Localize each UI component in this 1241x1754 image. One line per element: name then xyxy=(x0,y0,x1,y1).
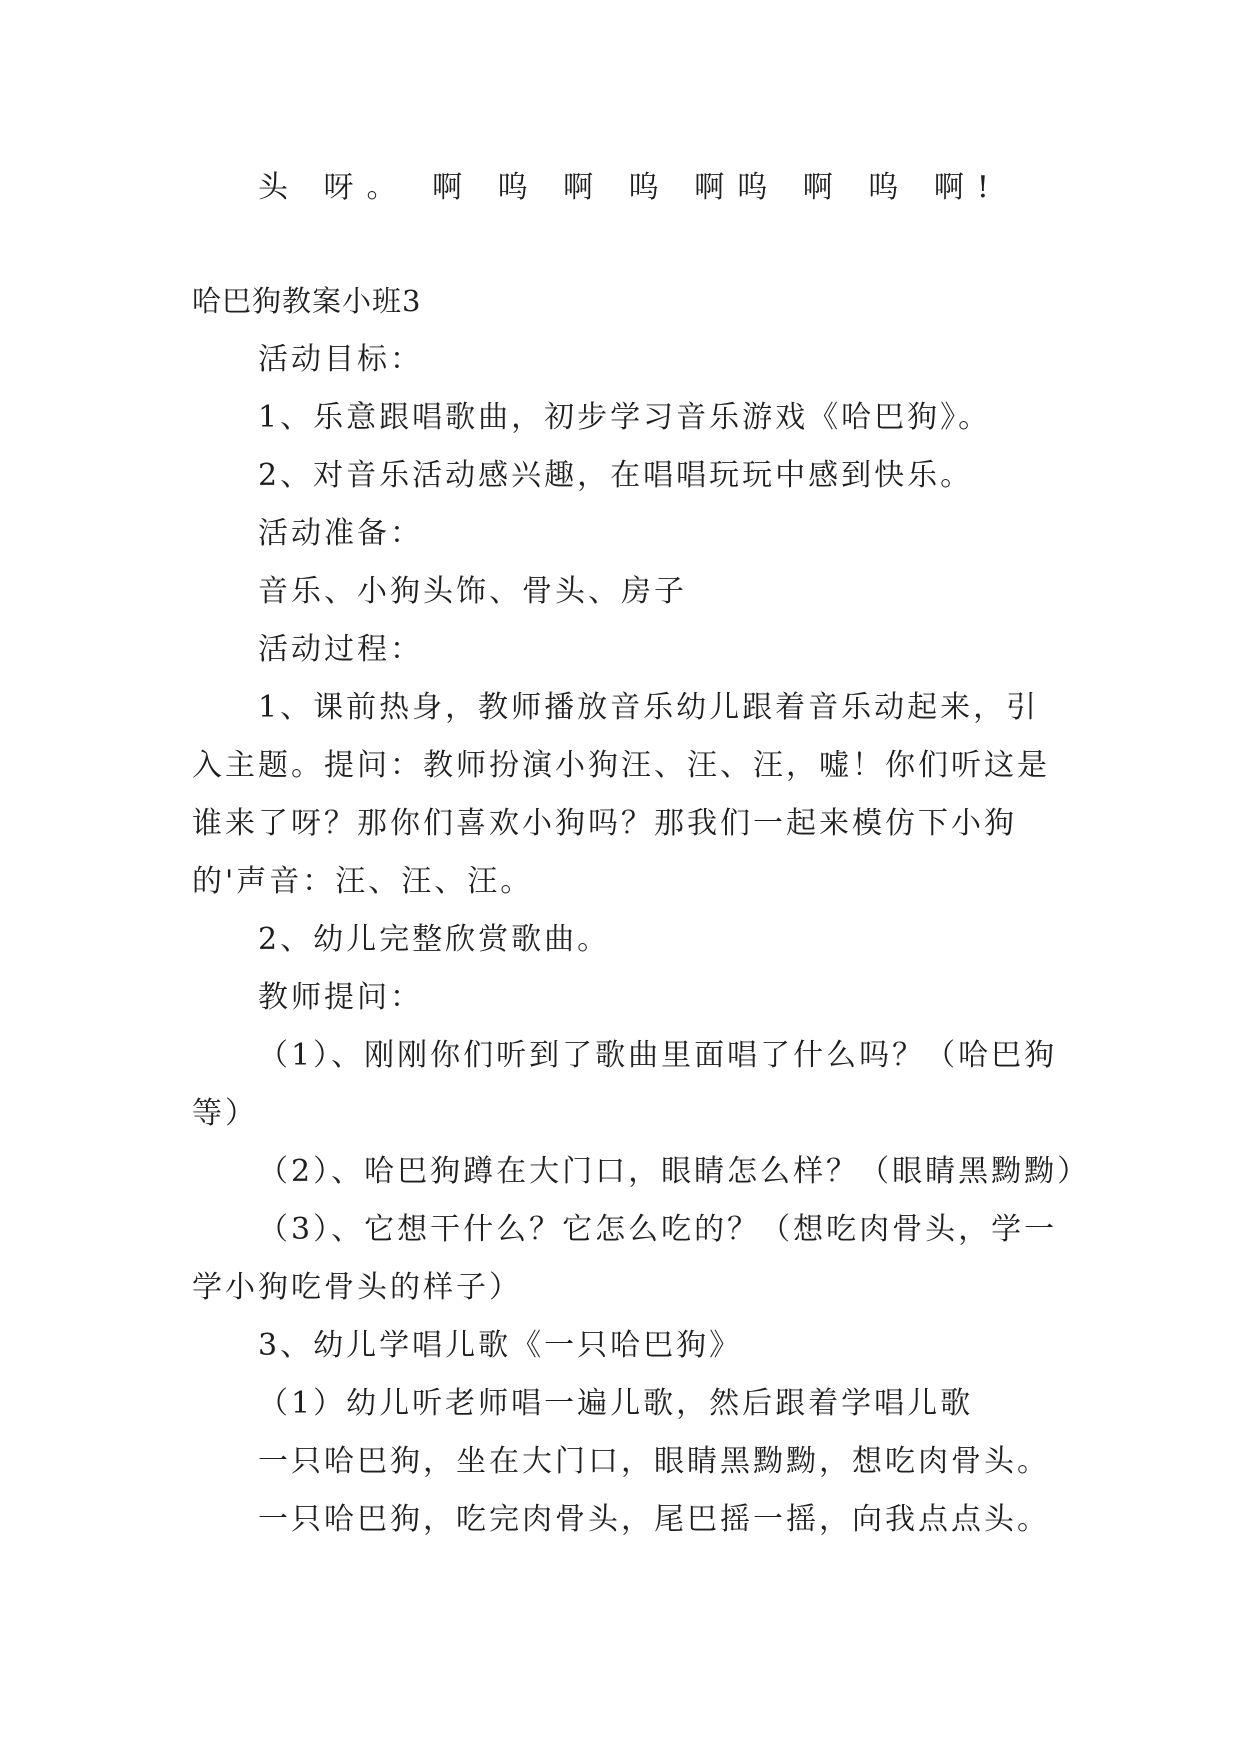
song-lyrics-line-2: 一只哈巴狗，吃完肉骨头，尾巴摇一摇，向我点点头。 xyxy=(258,1502,1050,1537)
question-1-line-2: 等） xyxy=(192,1096,258,1131)
question-1-line-1: （1）、刚刚你们听到了歌曲里面唱了什么吗？（哈巴狗 xyxy=(258,1038,1058,1073)
process-heading: 活动过程： xyxy=(258,632,423,667)
preparation-heading: 活动准备： xyxy=(258,516,423,551)
goal-heading: 活动目标： xyxy=(258,342,423,377)
process-step-2: 2、幼儿完整欣赏歌曲。 xyxy=(258,922,611,957)
process-step-1-line-2: 入主题。提问：教师扮演小狗汪、汪、汪，嘘！你们听这是 xyxy=(192,748,1050,783)
process-step-3: 3、幼儿学唱儿歌《一只哈巴狗》 xyxy=(258,1328,743,1363)
song-lyrics-line-1: 一只哈巴狗，坐在大门口，眼睛黑黝黝，想吃肉骨头。 xyxy=(258,1444,1050,1479)
step-3-substep-1: （1）幼儿听老师唱一遍儿歌，然后跟着学唱儿歌 xyxy=(258,1386,974,1421)
question-3-line-2: 学小狗吃骨头的样子） xyxy=(192,1270,522,1305)
teacher-question-heading: 教师提问： xyxy=(258,980,423,1015)
preparation-items: 音乐、小狗头饰、骨头、房子 xyxy=(258,574,687,609)
goal-item-2: 2、对音乐活动感兴趣，在唱唱玩玩中感到快乐。 xyxy=(258,458,974,493)
goal-item-1: 1、乐意跟唱歌曲，初步学习音乐游戏《哈巴狗》。 xyxy=(258,400,992,435)
section-title: 哈巴狗教案小班3 xyxy=(192,284,422,318)
process-step-1-line-3: 谁来了呀？那你们喜欢小狗吗？那我们一起来模仿下小狗 xyxy=(192,806,1017,841)
question-2: （2）、哈巴狗蹲在大门口，眼睛怎么样？（眼睛黑黝黝） xyxy=(258,1154,1091,1189)
song-ending-line: 头 呀。 啊 呜 啊 呜 啊呜 啊 呜 啊! xyxy=(258,170,1002,205)
question-3-line-1: （3）、它想干什么？它怎么吃的？（想吃肉骨头，学一 xyxy=(258,1212,1058,1247)
process-step-1-line-4: 的'声音：汪、汪、汪。 xyxy=(192,864,534,899)
process-step-1-line-1: 1、课前热身，教师播放音乐幼儿跟着音乐动起来，引 xyxy=(258,690,1040,725)
